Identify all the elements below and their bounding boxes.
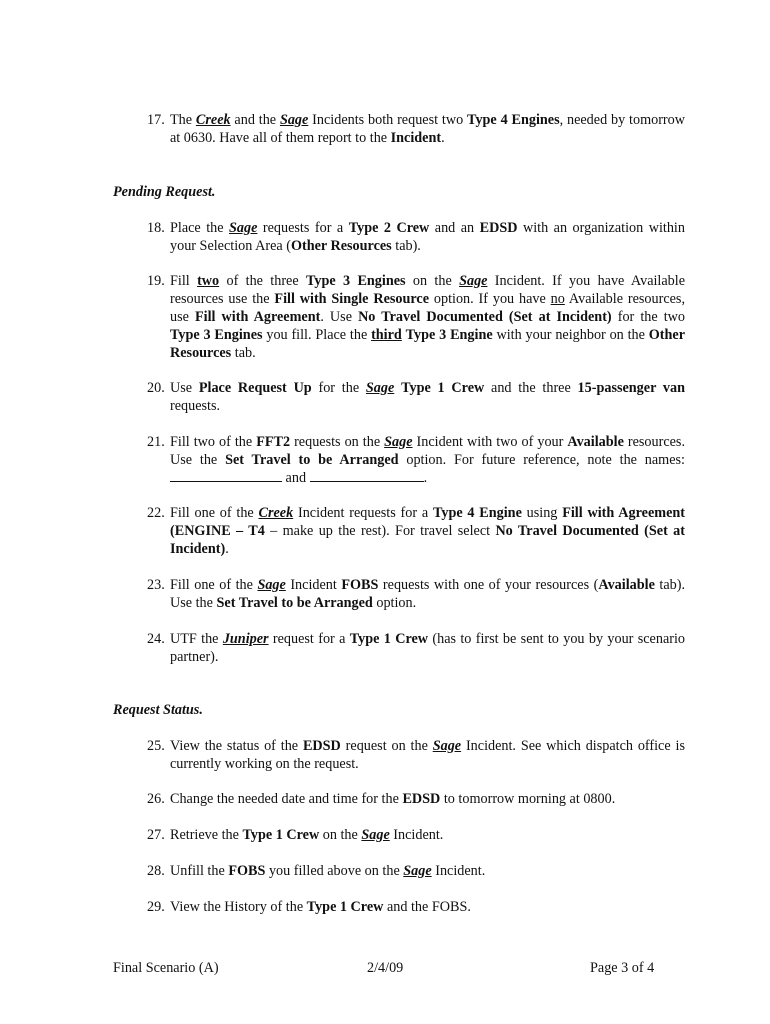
name-blank-1 <box>170 469 282 482</box>
item-number: 19. <box>147 273 165 289</box>
incident-name: Sage <box>384 434 413 450</box>
item-text: Retrieve the Type 1 Crew on the Sage Incident. <box>170 827 444 843</box>
list-item-25 <box>147 737 685 773</box>
incident-name: Sage <box>229 220 258 236</box>
section-heading-pending: Pending Request. <box>113 184 216 200</box>
item-number: 23. <box>147 577 165 593</box>
item-number: 26. <box>147 791 165 807</box>
item-number: 27. <box>147 827 165 843</box>
incident-name: Sage <box>361 827 390 843</box>
item-text: UTF the Juniper request for a Type 1 Crew (has to first be sent to you by your scenario partner). <box>170 631 686 665</box>
item-text: Fill one of the Sage Incident FOBS requests with one of your resources (Available tab). Use the Set Travel to be Arranged option. <box>170 577 685 611</box>
item-number: 22. <box>147 505 165 521</box>
incident-name: Sage <box>403 863 432 879</box>
item-text: Unfill the FOBS you filled above on the Sage Incident. <box>170 863 486 879</box>
list-item-21 <box>147 433 685 487</box>
list-item-18 <box>147 219 685 255</box>
incident-name: Sage <box>432 738 462 754</box>
item-number: 18. <box>147 220 165 236</box>
item-text: Fill two of the FFT2 requests on the Sage Incident with two of your Available resources. Use the Set Travel to be Arranged option. For future reference, note the names: and . <box>170 434 686 486</box>
incident-name: Creek <box>195 112 231 128</box>
incident-name: Sage <box>459 273 488 289</box>
item-text: View the status of the EDSD request on the Sage Incident. See which dispatch office is currently working on the request. <box>170 738 685 772</box>
incident-name: Sage <box>257 577 286 593</box>
list-item-23 <box>147 576 685 612</box>
list-item-27 <box>147 826 685 844</box>
incident-name: Juniper <box>222 631 269 647</box>
item-text: View the History of the Type 1 Crew and the FOBS. <box>170 899 471 915</box>
list-item-22 <box>147 504 685 558</box>
incident-name: Sage <box>279 112 309 128</box>
item-text: Fill one of the Creek Incident requests for a Type 4 Engine using Fill with Agreement (ENGINE – T4 – make up the rest). For travel select No Travel Documented (Set at Incident). <box>170 505 685 557</box>
list-item-29 <box>147 898 685 916</box>
list-item-17 <box>147 111 685 147</box>
footer-title: Final Scenario (A) <box>113 960 219 976</box>
item-number: 17. <box>147 112 165 128</box>
list-item-19 <box>147 272 685 362</box>
footer-date: 2/4/09 <box>367 960 404 976</box>
list-item-26 <box>147 790 685 808</box>
list-item-20 <box>147 379 685 415</box>
item-text: Fill two of the three Type 3 Engines on the Sage Incident. If you have Available resources use the Fill with Single Resource option. If you have no Available resources, use Fill with Agreement. Use No Travel Documented (Set at Incident) for the two Type 3 Engines you fill. Place the third Type 3 Engine with your neighbor on the Other Resources tab. <box>170 273 686 361</box>
item-text: The Creek and the Sage Incidents both request two Type 4 Engines, needed by tomorrow at 0630. Have all of them report to the Incident. <box>170 112 685 146</box>
incident-name: Creek <box>258 505 294 521</box>
item-number: 25. <box>147 738 165 754</box>
item-number: 24. <box>147 631 165 647</box>
incident-name: Sage <box>365 380 395 396</box>
list-item-28 <box>147 862 685 880</box>
item-number: 21. <box>147 434 165 450</box>
item-text: Change the needed date and time for the EDSD to tomorrow morning at 0800. <box>170 791 616 807</box>
section-heading-status: Request Status. <box>113 702 203 718</box>
footer-page-number: Page 3 of 4 <box>590 960 655 976</box>
item-number: 20. <box>147 380 165 396</box>
item-number: 28. <box>147 863 165 879</box>
list-item-24 <box>147 630 685 666</box>
name-blank-2 <box>310 469 424 482</box>
item-number: 29. <box>147 899 165 915</box>
item-text: Place the Sage requests for a Type 2 Crew and an EDSD with an organization within your Selection Area (Other Resources tab). <box>170 220 685 254</box>
item-text: Use Place Request Up for the Sage Type 1 Crew and the three 15-passenger van requests. <box>170 380 685 414</box>
